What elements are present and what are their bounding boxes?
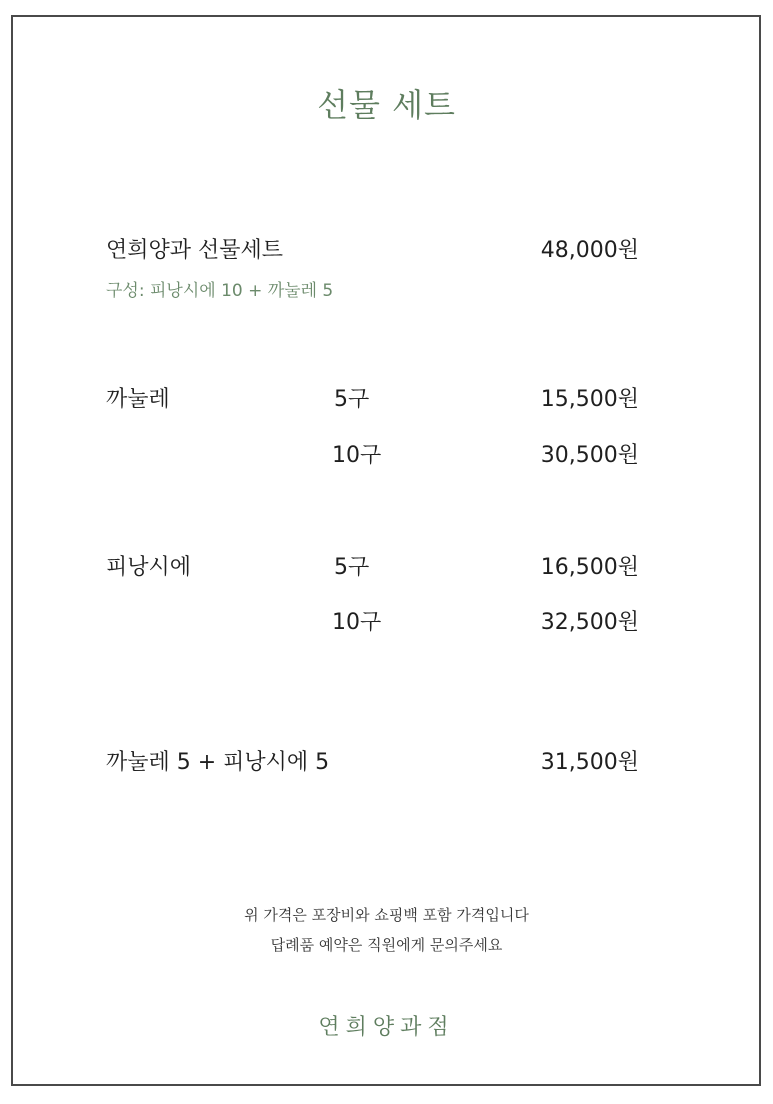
- item-option-qty: 5구: [334, 555, 370, 580]
- item-option-price: 16,500원: [540, 555, 639, 580]
- item-option-qty: 5구: [334, 387, 370, 412]
- item-option-price: 32,500원: [540, 610, 639, 635]
- item-name-financier: 피낭시에: [106, 555, 192, 580]
- item-option-price: 15,500원: [540, 387, 639, 412]
- item-option-qty: 10구: [332, 443, 382, 468]
- gift-set-name: 연희양과 선물세트: [106, 238, 284, 263]
- brand-name: 연희양과점: [318, 1015, 455, 1040]
- gift-set-price: 48,000원: [540, 238, 639, 263]
- item-option-price: 30,500원: [540, 443, 639, 468]
- item-option-qty: 10구: [332, 610, 382, 635]
- gift-set-composition: 구성: 피낭시에 10 + 까눌레 5: [106, 281, 334, 301]
- reservation-note: 답례품 예약은 직원에게 문의주세요: [270, 936, 503, 954]
- combo-price: 31,500원: [540, 750, 639, 775]
- page-title: 선물 세트: [317, 86, 456, 124]
- item-name-canele: 까눌레: [106, 387, 170, 412]
- price-note: 위 가격은 포장비와 쇼핑백 포함 가격입니다: [244, 906, 529, 924]
- combo-name: 까눌레 5 + 피낭시에 5: [106, 750, 330, 775]
